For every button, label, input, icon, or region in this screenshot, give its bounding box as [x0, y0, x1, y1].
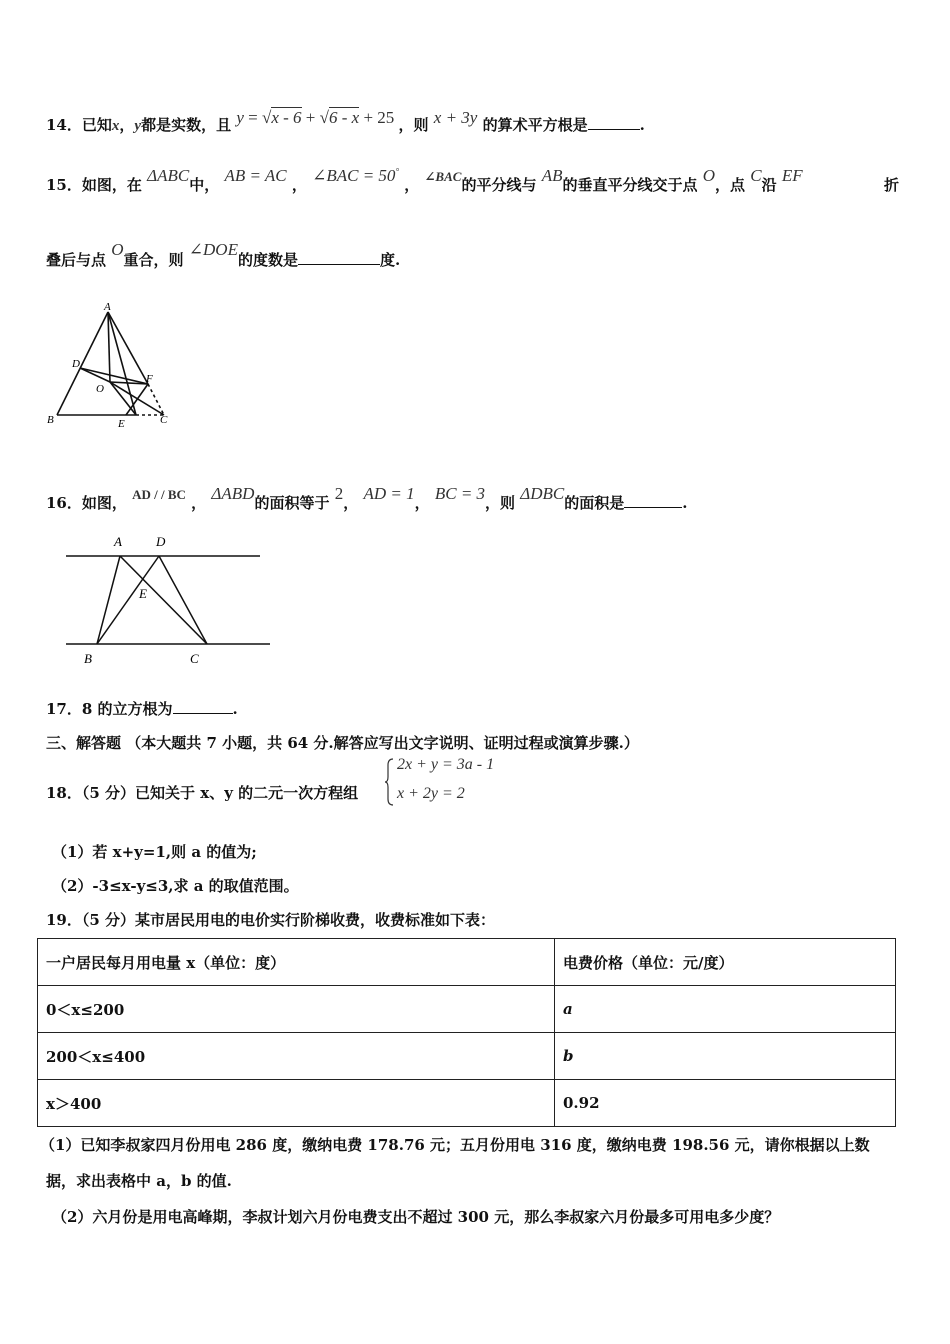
q17-answer-blank — [173, 699, 233, 714]
table-cell-price: a — [555, 986, 896, 1033]
q18-part-1: （1）若 x+y=1,则 a 的值为; — [52, 843, 257, 861]
fig16-segment-db — [97, 556, 159, 644]
q16-answer-blank — [624, 493, 682, 508]
q19-part-1-line-2: 据，求出表格中 a，b 的值. — [46, 1172, 232, 1190]
q14-sep: ， — [119, 116, 135, 134]
electricity-fee-table — [37, 938, 896, 1127]
q15-line2-text-1: 叠后与点 — [46, 251, 107, 269]
q14-formula-tail: + 25 — [363, 108, 395, 127]
fig15-segment-oc — [110, 382, 164, 415]
q15-text-4: 的垂直平分线交于点 — [562, 176, 698, 194]
fig15-side-af — [108, 312, 148, 384]
q14-formula-y: y — [236, 108, 244, 127]
fig15-label-e: E — [118, 418, 125, 430]
q15-line2-text-3: 的度数是 — [237, 251, 298, 269]
fig15-side-ac-solid — [108, 312, 136, 415]
q16-text-3: ，则 — [485, 494, 516, 512]
q16-ad: AD = 1 — [363, 484, 415, 503]
q14-number: 14． — [46, 116, 82, 134]
q16-parallel: AD / / BC — [132, 487, 186, 502]
table-row — [38, 986, 896, 1033]
fig15-side-ab — [57, 312, 108, 415]
q15-text-6: 沿 — [761, 176, 777, 194]
q19-text: 19．（5 分）某市居民用电的电价实行阶梯收费，收费标准如下表： — [46, 911, 496, 929]
q19-part-2: （2）六月份是用电高峰期，李叔计划六月份电费支出不超过 300 元，那么李叔家六月份最多可用电多少度？ — [52, 1208, 780, 1226]
q14-end: . — [639, 116, 645, 134]
q16-two: 2 — [334, 484, 344, 503]
q15-line2-text-2: 重合，则 — [123, 251, 184, 269]
q16-end: . — [682, 494, 688, 512]
q14-var-x: x — [111, 118, 120, 134]
q15-c: C — [750, 166, 762, 185]
fig16-segment-dc — [159, 556, 207, 644]
fig15-label-o: O — [96, 383, 104, 395]
q18-equation-1: 2x + y = 3a - 1 — [397, 756, 495, 773]
q15-angle-text: ∠BAC = 50 — [312, 166, 396, 185]
q15-line-1 — [46, 166, 803, 195]
fig16-label-b: B — [84, 651, 92, 666]
fig15-label-d: D — [72, 358, 80, 370]
table-header-usage: 一户居民每月用电量 x（单位：度） — [38, 939, 555, 986]
figure-16 — [62, 530, 277, 670]
q17-text: 17．8 的立方根为 — [46, 700, 173, 718]
q15-angle-doe: ∠DOE — [188, 240, 238, 259]
table-header-price: 电费价格（单位：元/度） — [555, 939, 896, 986]
fig16-label-a: A — [114, 534, 122, 549]
q16-comma-3: ， — [414, 494, 430, 512]
fig16-label-e: E — [139, 586, 147, 601]
q15-text-2: 中， — [189, 176, 220, 194]
fig15-bisector — [108, 312, 110, 382]
table-cell-usage: 0＜x≤200 — [38, 986, 555, 1033]
table-header-row — [38, 939, 896, 986]
fig15-label-a: A — [104, 301, 111, 313]
q17-line — [46, 698, 238, 719]
q16-triangle-abd: ΔABD — [211, 484, 255, 503]
fig15-label-c: C — [160, 414, 168, 426]
fig16-label-d: D — [156, 534, 166, 549]
q14-formula-radicand-1: x - 6 — [271, 108, 302, 127]
q15-ab: AB — [541, 166, 563, 185]
q19-part-1-line-1: （1）已知李叔家四月份用电 286 度，缴纳电费 178.76 元；五月份用电 316 度，缴纳电费 198.56 元，请你根据以上数 — [40, 1136, 870, 1154]
q16-bc: BC = 3 — [434, 484, 486, 503]
table-row — [38, 1080, 896, 1127]
q15-ef: EF — [781, 166, 803, 185]
table-cell-price: 0.92 — [555, 1080, 896, 1127]
fig16-segment-ab — [97, 556, 120, 644]
table-cell-usage: x＞400 — [38, 1080, 555, 1127]
q16-line — [46, 484, 688, 513]
q14-text-2: 都是实数，且 — [141, 116, 232, 134]
q18-text: 18．（5 分）已知关于 x、y 的二元一次方程组 — [46, 784, 359, 802]
q14-text-1: 已知 — [81, 116, 112, 134]
q15-angle-2: ∠BAC — [424, 169, 462, 184]
q14-text-3: ，则 — [398, 116, 429, 134]
q15-text-7: 折 — [884, 176, 900, 194]
fig16-segment-ac — [120, 556, 207, 644]
fig15-label-f: F — [146, 373, 153, 385]
q16-comma-2: ， — [343, 494, 359, 512]
q15-text-5: ，点 — [715, 176, 746, 194]
figure-15 — [42, 300, 182, 435]
table-cell-price: b — [555, 1033, 896, 1080]
q15-o-2: O — [111, 240, 124, 259]
q15-equal-sides: AB = AC — [224, 166, 287, 185]
q14-expression: x + 3y — [433, 108, 478, 127]
q14-text-4: 的算术平方根是 — [482, 116, 588, 134]
q15-angle: ∠BAC = 50° — [312, 166, 400, 185]
q18-part-2: （2）-3≤x-y≤3,求 a 的取值范围。 — [52, 877, 299, 895]
q16-number: 16． — [46, 494, 82, 512]
q15-line2-text-4: 度. — [379, 251, 401, 269]
q16-text-2: 的面积等于 — [254, 494, 330, 512]
q14-answer-blank — [588, 115, 640, 130]
q15-answer-blank — [298, 250, 380, 265]
table-cell-usage: 200＜x≤400 — [38, 1033, 555, 1080]
q17-end: . — [232, 700, 238, 718]
q14-line — [46, 108, 645, 135]
q18-equation-2: x + 2y = 2 — [397, 785, 465, 802]
fig16-label-c: C — [190, 651, 199, 666]
q16-triangle-dbc: ΔDBC — [520, 484, 565, 503]
q16-comma-1: ， — [191, 494, 207, 512]
q14-formula-radicand-2: 6 - x — [328, 108, 360, 127]
q16-text-1: 如图， — [81, 494, 127, 512]
fig15-segment-do — [80, 368, 110, 382]
q14-var-y: y — [134, 118, 142, 134]
q15-text-3: 的平分线与 — [461, 176, 537, 194]
q15-number: 15． — [46, 176, 82, 194]
fig15-label-b: B — [47, 414, 54, 426]
q15-comma-2: ， — [404, 176, 420, 194]
q15-text-1: 如图，在 — [81, 176, 142, 194]
q18-brace — [385, 757, 395, 807]
section-3-heading: 三、解答题 （本大题共 7 小题，共 64 分.解答应写出文字说明、证明过程或演算步骤.） — [46, 734, 639, 752]
q15-line-2 — [46, 240, 401, 270]
q14-formula-plus: + — [305, 108, 316, 127]
q15-comma-1: ， — [291, 176, 307, 194]
table-row — [38, 1033, 896, 1080]
q15-triangle: ΔABC — [147, 166, 190, 185]
q15-o: O — [702, 166, 715, 185]
q14-formula-eq: = — [248, 108, 258, 127]
q14-formula: y = √x - 6 + √6 - x + 25 — [236, 108, 395, 127]
q16-text-4: 的面积是 — [564, 494, 625, 512]
